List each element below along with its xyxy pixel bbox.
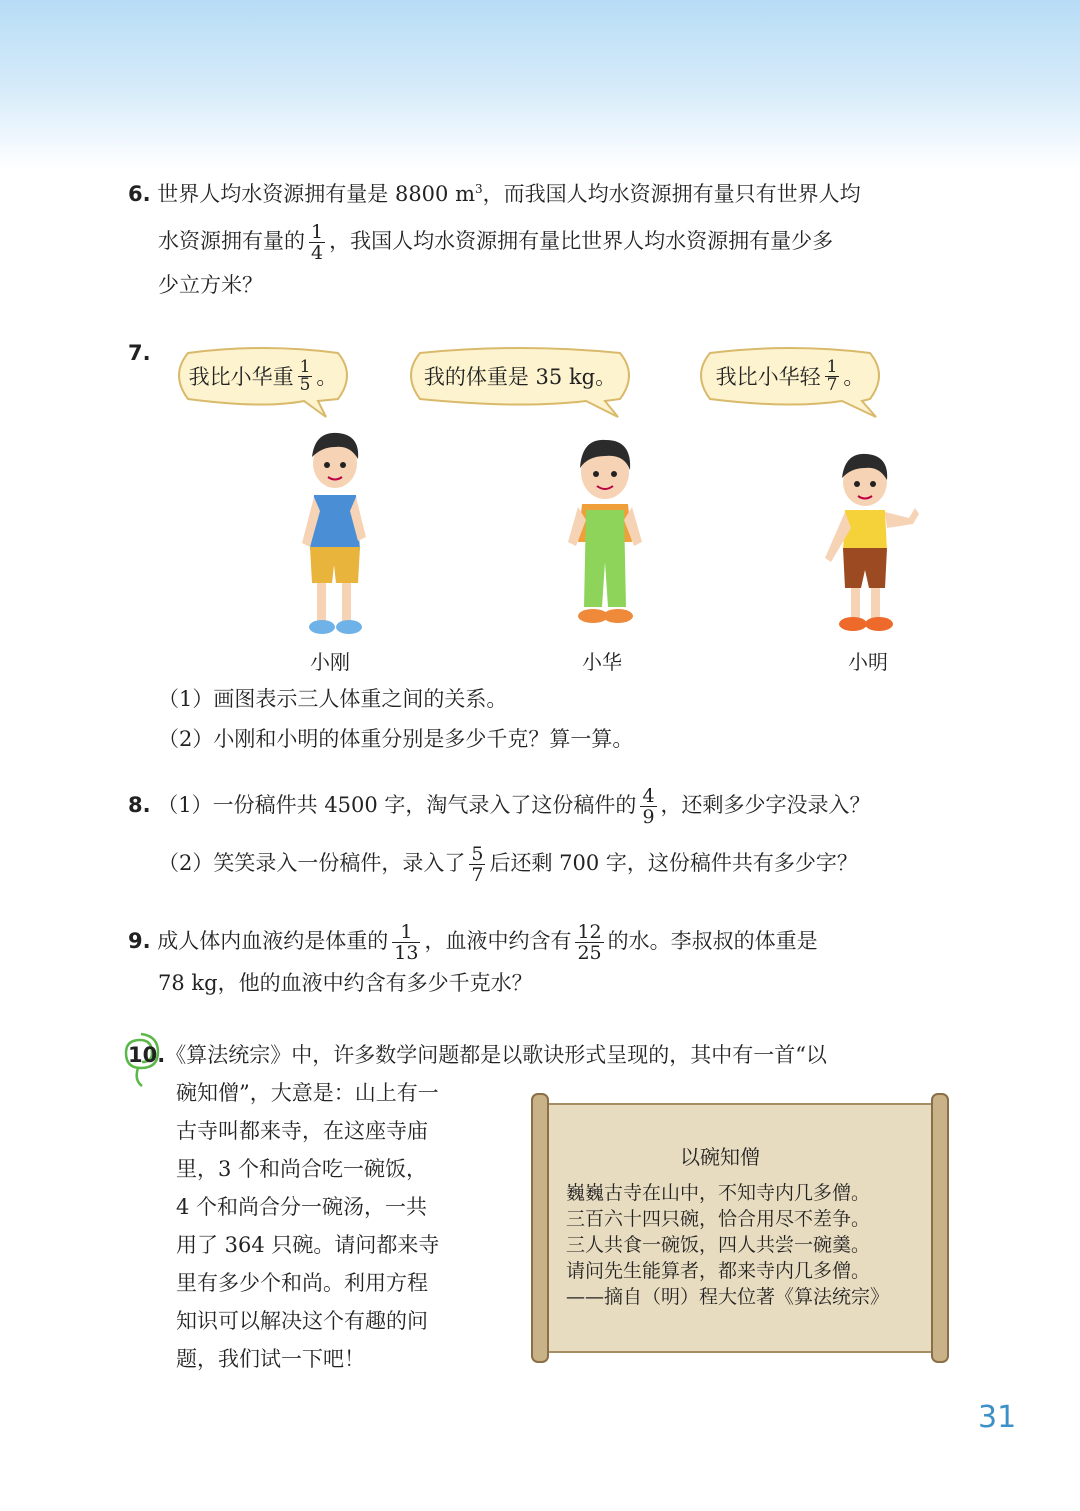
header-band xyxy=(0,0,1080,170)
q10-text-line: 碗知僧”，大意是：山上有一 xyxy=(176,1081,439,1105)
speech-bubble-xiaohua: 我的体重是 35 kg。 xyxy=(400,345,640,415)
q8-line-1: 8. （1）一份稿件共 4500 字，淘气录入了这份稿件的 $\frac{4}{9}$ ，还剩多少字没录入？ xyxy=(128,785,871,828)
q6-line-3: 少立方米？ xyxy=(158,273,263,297)
poem-line: 三人共食一碗饭，四人共尝一碗羹。 xyxy=(566,1234,871,1256)
q7-number: 7. xyxy=(128,341,151,365)
speech-bubble-xiaoming: 我比小华轻 $\frac{1}{7}$ 。 xyxy=(690,345,890,415)
q10-text-line: 里有多少个和尚。利用方程 xyxy=(176,1271,428,1295)
q6-line-1: 6. 世界人均水资源拥有量是 8800 $m^3$，而我国人均水资源拥有量只有世界人均 xyxy=(128,182,861,206)
q7-sub-1: （1）画图表示三人体重之间的关系。 xyxy=(158,687,508,711)
q6-fraction: $\frac{1}{4}$ xyxy=(311,221,324,264)
q10-text-line: 里，3 个和尚合吃一碗饭， xyxy=(176,1157,428,1181)
q10-text-line: 古寺叫都来寺，在这座寺庙 xyxy=(176,1119,428,1143)
poem-source: ——摘自（明）程大位著《算法统宗》 xyxy=(566,1286,890,1308)
q7-sub-2: （2）小刚和小明的体重分别是多少千克？算一算。 xyxy=(158,727,634,751)
label-xiaohua: 小华 xyxy=(582,650,622,674)
q10-text-line: 4 个和尚合分一碗汤，一共 xyxy=(176,1195,428,1219)
q10-line-1: 10.《算法统宗》中，许多数学问题都是以歌诀形式呈现的，其中有一首“以 xyxy=(128,1043,827,1067)
q10-text-line: 知识可以解决这个有趣的问 xyxy=(176,1309,428,1333)
label-xiaoming: 小明 xyxy=(848,650,888,674)
q8-line-2: （2）笑笑录入一份稿件，录入了 $\frac{5}{7}$ 后还剩 700 字，这份稿件共有多少字？ xyxy=(158,843,858,886)
poem-line: 巍巍古寺在山中，不知寺内几多僧。 xyxy=(566,1182,871,1204)
q9-fraction-2: $\frac{12}{25}$ xyxy=(577,921,602,964)
q8-fraction-1: $\frac{4}{9}$ xyxy=(642,785,655,828)
poem-line: 请问先生能算者，都来寺内几多僧。 xyxy=(566,1260,871,1282)
speech-bubble-xiaogang: 我比小华重 $\frac{1}{5}$ 。 xyxy=(168,345,358,415)
boy-xiaohua-illustration xyxy=(560,432,650,632)
poem-line: 三百六十四只碗，恰合用尽不差争。 xyxy=(566,1208,871,1230)
q8-fraction-2: $\frac{5}{7}$ xyxy=(471,843,484,886)
boy-xiaoming-illustration xyxy=(815,448,925,638)
q6-number: 6. xyxy=(128,182,151,206)
page-number: 31 xyxy=(978,1400,1017,1435)
label-xiaogang: 小刚 xyxy=(310,650,350,674)
q6-line-2: 水资源拥有量的 $\frac{1}{4}$ ，我国人均水资源拥有量比世界人均水资源拥有量少多 xyxy=(158,221,834,264)
q10-text-line: 用了 364 只碗。请问都来寺 xyxy=(176,1233,440,1257)
boy-xiaogang-illustration xyxy=(290,425,380,640)
poem-title: 以碗知僧 xyxy=(680,1145,760,1169)
q10-text-line: 题，我们试一下吧！ xyxy=(176,1347,365,1371)
q9-fraction-1: $\frac{1}{13}$ xyxy=(394,921,419,964)
q9-line-1: 9. 成人体内血液约是体重的 $\frac{1}{13}$ ，血液中约含有 $\frac{12}{25}$ 的水。李叔叔的体重是 xyxy=(128,921,818,964)
q9-line-2: 78 kg，他的血液中约含有多少千克水？ xyxy=(158,971,533,995)
